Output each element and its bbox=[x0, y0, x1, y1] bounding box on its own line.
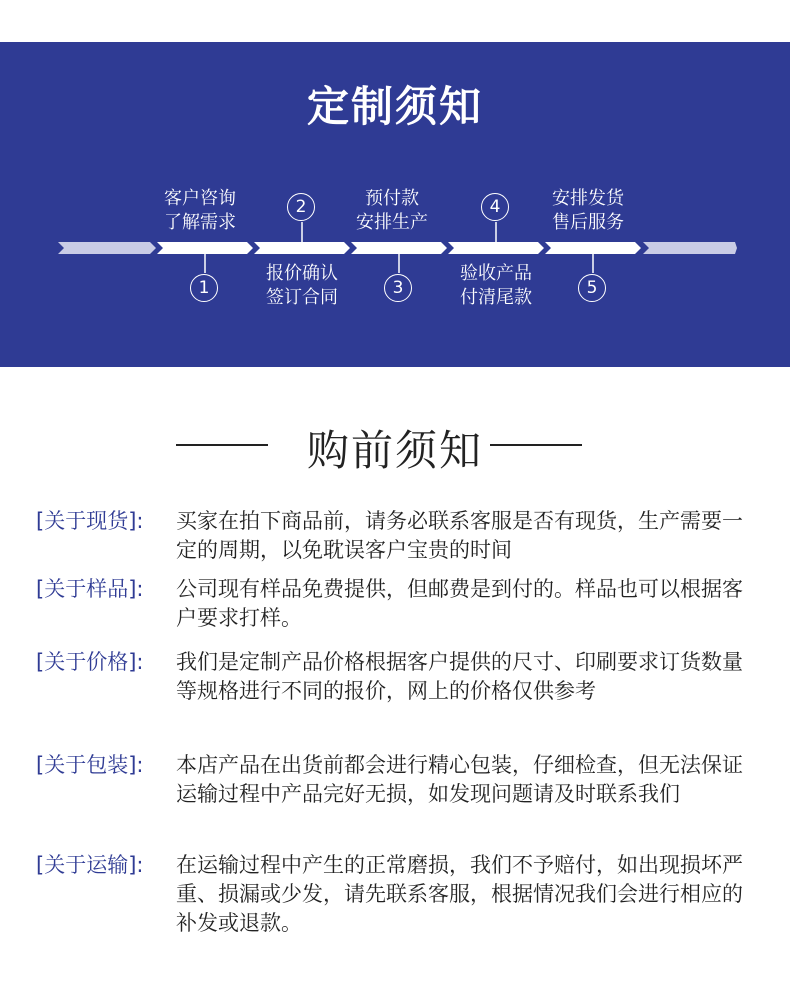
step-4-label: 验收产品 付清尾款 bbox=[460, 263, 532, 308]
timeline-segment-3 bbox=[351, 242, 447, 254]
notice-text: 公司现有样品免费提供，但邮费是到付的。样品也可以根据客户要求打样。 bbox=[176, 577, 743, 630]
timeline-segment-5 bbox=[545, 242, 641, 254]
step-4-number: 4 bbox=[481, 193, 509, 221]
timeline-start-segment bbox=[58, 242, 156, 254]
timeline-end-segment bbox=[643, 242, 737, 254]
notice-text: 买家在拍下商品前，请务必联系客服是否有现货，生产需要一定的周期，以免耽误客户宝贵的时间 bbox=[176, 509, 743, 562]
banner-title: 定制须知 bbox=[306, 82, 483, 131]
step-3-label: 预付款 安排生产 bbox=[356, 188, 428, 233]
heading-rule-right bbox=[490, 444, 582, 446]
notice-text: 本店产品在出货前都会进行精心包装，仔细检查，但无法保证运输过程中产品完好无损，如发现问题请及时联系我们 bbox=[176, 753, 743, 806]
notice-tag: [关于样品]: bbox=[36, 577, 144, 601]
notice-text: 我们是定制产品价格根据客户提供的尺寸、印刷要求订货数量等规格进行不同的报价，网上的价格仅供参考 bbox=[176, 650, 743, 703]
notice-tag: [关于价格]: bbox=[36, 650, 144, 674]
step-2-label: 报价确认 签订合同 bbox=[266, 263, 338, 308]
timeline-segment-4 bbox=[448, 242, 544, 254]
step-2-number: 2 bbox=[287, 193, 315, 221]
notice-tag: [关于运输]: bbox=[36, 853, 144, 877]
step-3-number: 3 bbox=[384, 274, 412, 302]
timeline-segment-2 bbox=[254, 242, 350, 254]
timeline-segment-1 bbox=[157, 242, 253, 254]
step-5-number: 5 bbox=[578, 274, 606, 302]
notice-tag: [关于包装]: bbox=[36, 753, 144, 777]
section-title: 购前须知 bbox=[306, 426, 483, 475]
step-1-number: 1 bbox=[190, 274, 218, 302]
step-1-label: 客户咨询 了解需求 bbox=[164, 188, 236, 233]
notice-tag: [关于现货]: bbox=[36, 509, 144, 533]
notice-text: 在运输过程中产生的正常磨损，我们不予赔付，如出现损坏严重、损漏或少发，请先联系客服，根据情况我们会进行相应的补发或退款。 bbox=[176, 853, 743, 935]
step-5-label: 安排发货 售后服务 bbox=[552, 188, 624, 233]
